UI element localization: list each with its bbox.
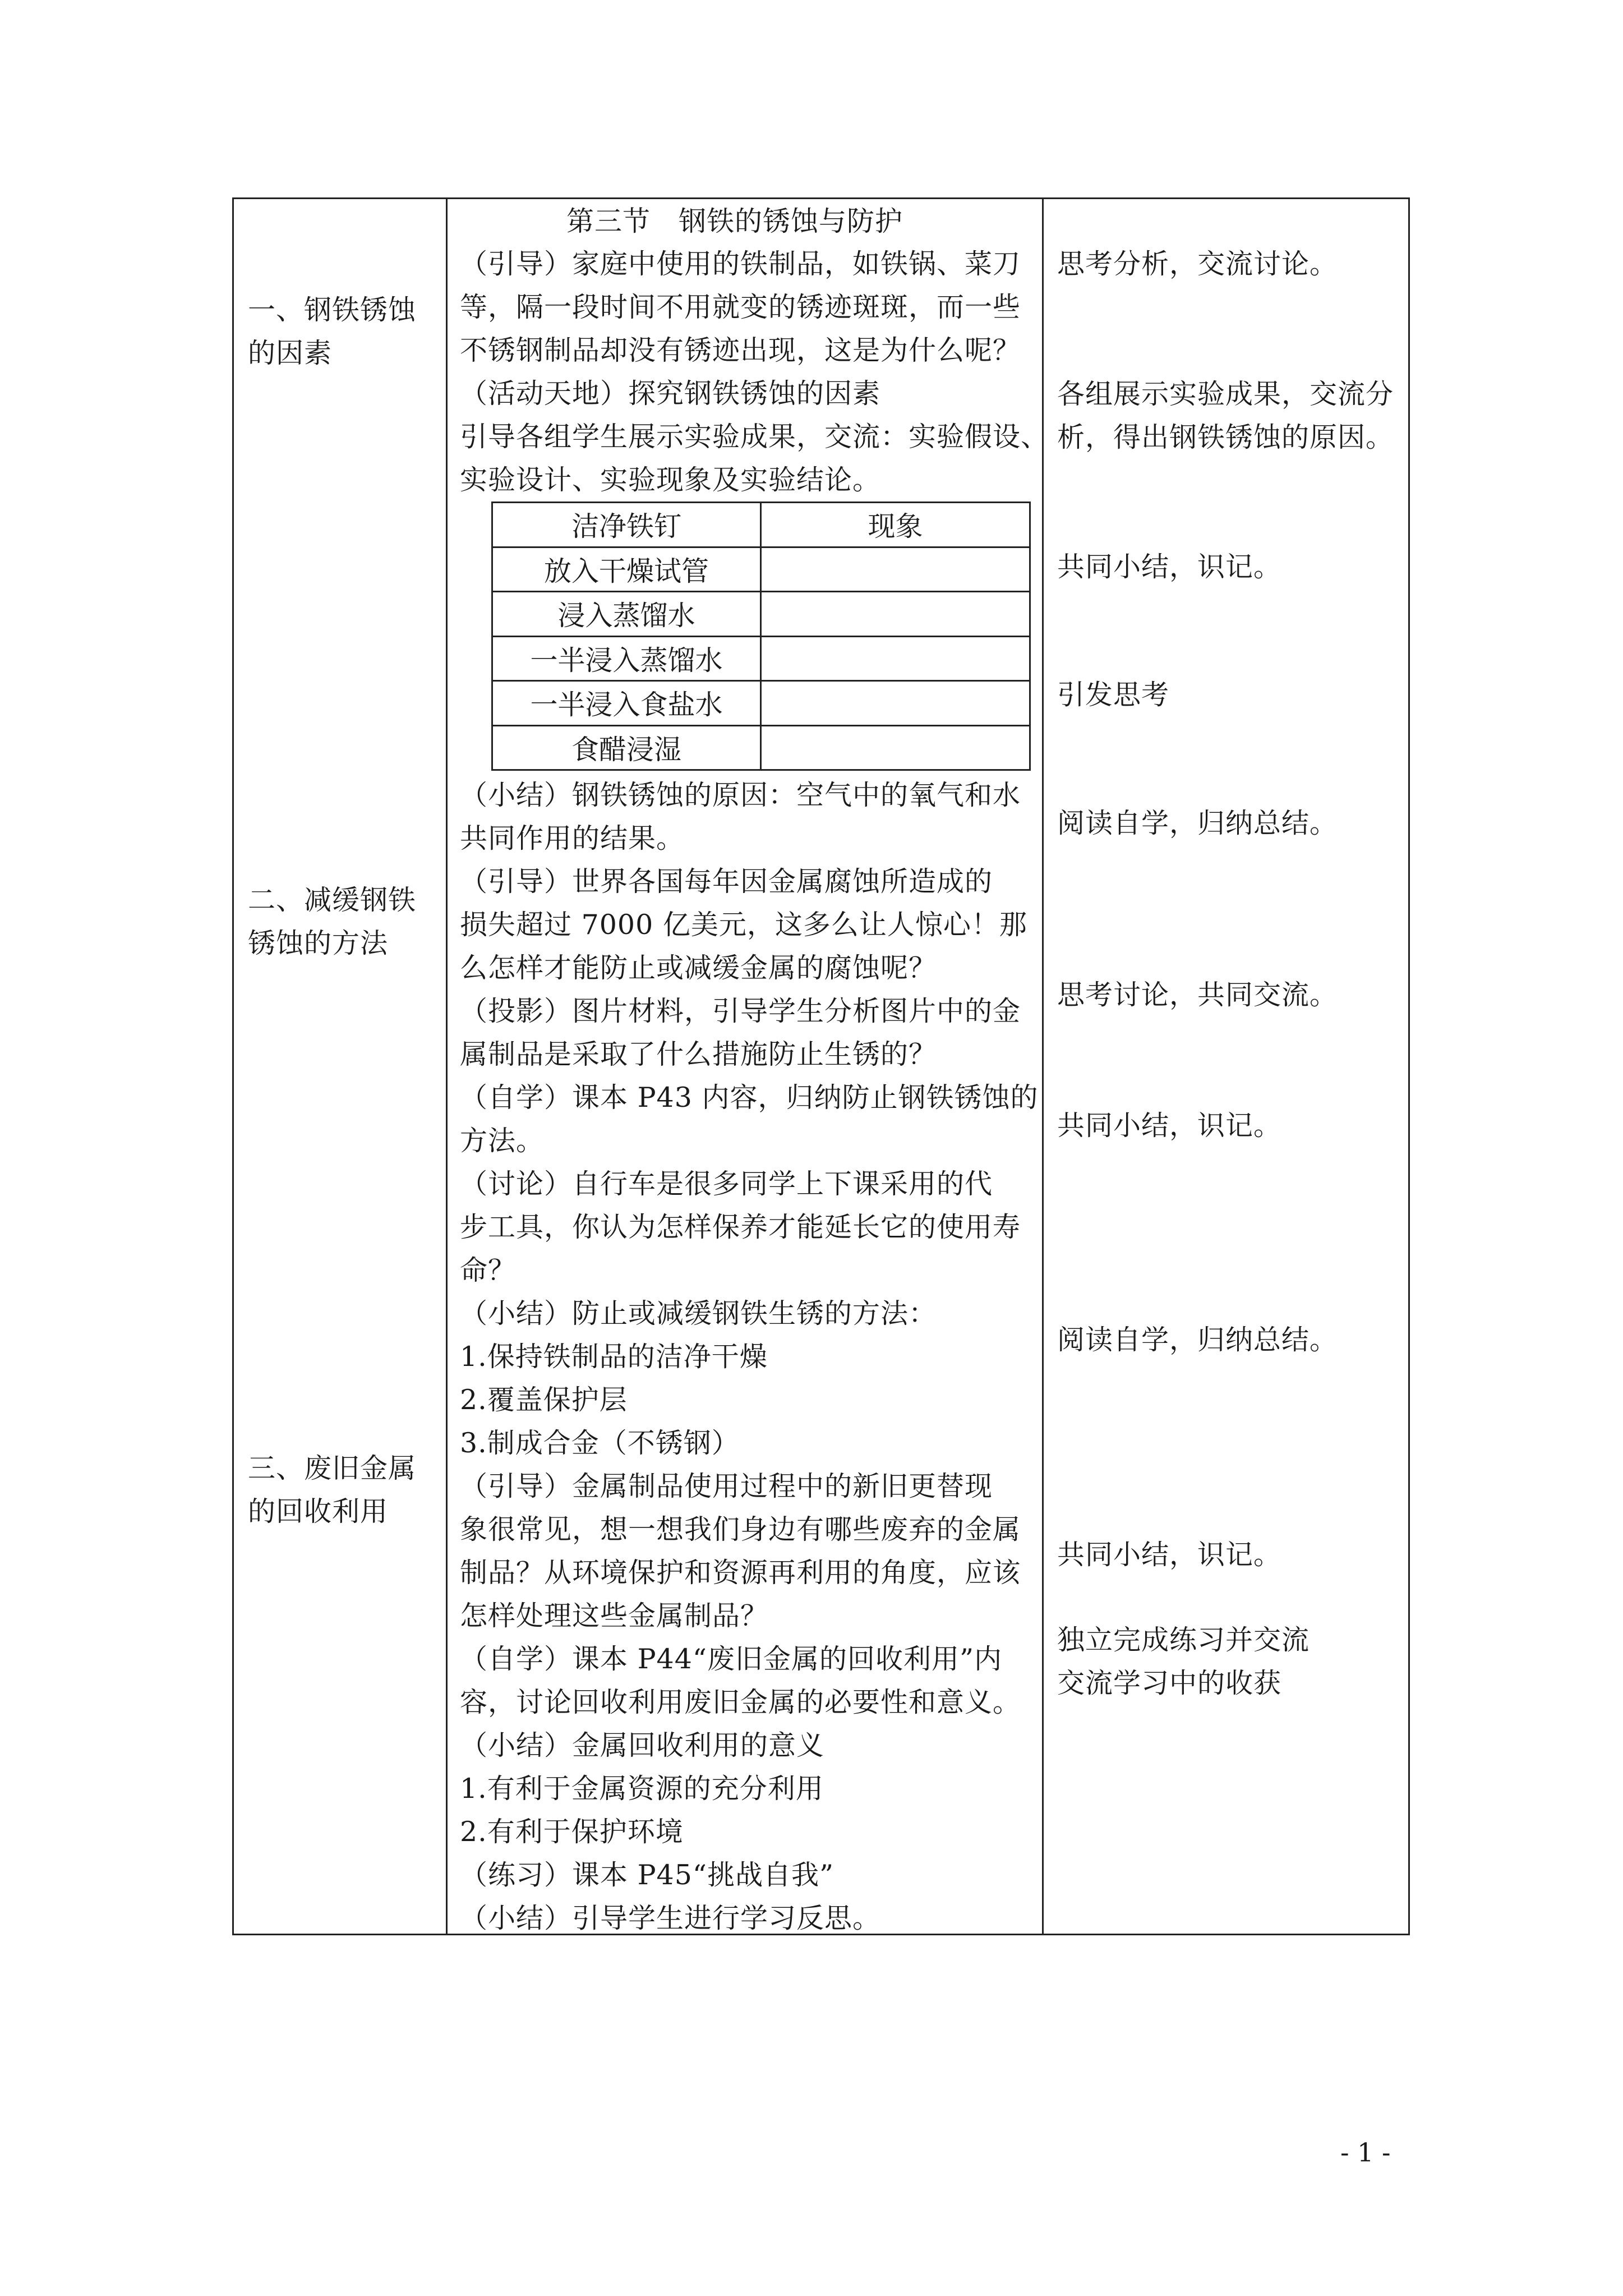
text-line: 么怎样才能防止或减缓金属的腐蚀呢？ [460, 952, 937, 984]
teacher-activities-1 [460, 242, 1049, 501]
table-row [492, 592, 1030, 637]
table-cell [761, 592, 1030, 637]
text-line: 2.覆盖保护层 [460, 1384, 628, 1416]
section-2-label: 二、减缓钢铁 锈蚀的方法 [248, 884, 417, 959]
text-line: 制品？从环境保护和资源再利用的角度，应该 [460, 1557, 1021, 1589]
text-line: 象很常见，想一想我们身边有哪些废弃的金属 [460, 1513, 1021, 1545]
text-line: 方法。 [460, 1125, 545, 1157]
student-activity: 引发思考 [1057, 679, 1170, 711]
text-line: （练习）课本 P45“挑战自我” [460, 1859, 834, 1891]
student-activity: 思考分析，交流讨论。 [1057, 248, 1338, 280]
text-line: 2.有利于保护环境 [460, 1816, 684, 1848]
text-line: （小结）引导学生进行学习反思。 [460, 1902, 881, 1934]
text-line: （小结）防止或减缓钢铁生锈的方法： [460, 1297, 937, 1329]
table-row [492, 547, 1030, 592]
text-line: （自学）课本 P44“废旧金属的回收利用”内 [460, 1643, 1002, 1675]
text-line: 怎样处理这些金属制品？ [460, 1600, 769, 1632]
text-line: （讨论）自行车是很多同学上下课采用的代 [460, 1168, 993, 1200]
table-header: 洁净铁钉 [492, 503, 761, 547]
text-line: （小结）金属回收利用的意义 [460, 1729, 825, 1761]
text-line: 不锈钢制品却没有锈迹出现，这是为什么呢？ [460, 334, 1021, 366]
text-line: 共同作用的结果。 [460, 822, 685, 854]
table-cell: 放入干燥试管 [492, 547, 761, 592]
student-activity: 共同小结，识记。 [1057, 551, 1282, 583]
table-header-row [492, 503, 1030, 547]
section-3-label: 三、废旧金属 的回收利用 [248, 1452, 417, 1527]
table-cell: 食醋浸湿 [492, 725, 761, 770]
text-line: （投影）图片材料，引导学生分析图片中的金 [460, 995, 1021, 1027]
student-activity: 思考讨论，共同交流。 [1057, 979, 1338, 1011]
lesson-title: 第三节 钢铁的锈蚀与防护 [566, 205, 903, 237]
text-line: 命？ [460, 1254, 517, 1286]
text-line: 损失超过 7000 亿美元，这多么让人惊心！那 [460, 909, 1027, 941]
student-activity: 阅读自学，归纳总结。 [1057, 807, 1338, 839]
table-cell [761, 636, 1030, 681]
table-cell [761, 547, 1030, 592]
section-1-label: 一、钢铁锈蚀 的因素 [248, 294, 417, 369]
text-line: （活动天地）探究钢铁锈蚀的因素 [460, 378, 881, 409]
text-line: 1.有利于金属资源的充分利用 [460, 1773, 824, 1805]
student-activity: 共同小结，识记。 [1057, 1539, 1282, 1571]
table-cell: 浸入蒸馏水 [492, 592, 761, 637]
text-line: （引导）家庭中使用的铁制品，如铁锅、菜刀 [460, 248, 1021, 280]
teacher-activities-2 [460, 774, 1038, 1940]
table-row [492, 681, 1030, 726]
student-activity: 阅读自学，归纳总结。 [1057, 1324, 1338, 1356]
table-row [492, 725, 1030, 770]
experiment-table [491, 501, 1031, 771]
text-line: （引导）金属制品使用过程中的新旧更替现 [460, 1470, 993, 1502]
student-activity: 共同小结，识记。 [1057, 1110, 1282, 1142]
text-line: （引导）世界各国每年因金属腐蚀所造成的 [460, 866, 993, 898]
text-line: 步工具，你认为怎样保养才能延长它的使用寿 [460, 1211, 1021, 1243]
table-cell [761, 725, 1030, 770]
text-line: 等，隔一段时间不用就变的锈迹斑斑，而一些 [460, 291, 1021, 323]
table-row [492, 636, 1030, 681]
page-number: - 1 - [1340, 2137, 1391, 2168]
text-line: 容，讨论回收利用废旧金属的必要性和意义。 [460, 1686, 1021, 1718]
text-line: 1.保持铁制品的洁净干燥 [460, 1341, 768, 1373]
table-cell: 一半浸入蒸馏水 [492, 636, 761, 681]
text-line: 实验设计、实验现象及实验结论。 [460, 464, 881, 496]
column-divider-1 [446, 199, 448, 1934]
text-line: （自学）课本 P43 内容，归纳防止钢铁锈蚀的 [460, 1082, 1039, 1114]
text-line: 属制品是采取了什么措施防止生锈的？ [460, 1038, 937, 1070]
table-cell [761, 681, 1030, 726]
student-activity: 各组展示实验成果，交流分 析，得出钢铁锈蚀的原因。 [1057, 378, 1394, 453]
table-cell: 一半浸入食盐水 [492, 681, 761, 726]
text-line: 3.制成合金（不锈钢） [460, 1427, 740, 1459]
text-line: （小结）钢铁锈蚀的原因：空气中的氧气和水 [460, 779, 1021, 811]
table-header: 现象 [761, 503, 1030, 547]
text-line: 引导各组学生展示实验成果，交流：实验假设、 [460, 421, 1049, 453]
student-activity: 独立完成练习并交流 交流学习中的收获 [1057, 1624, 1310, 1699]
